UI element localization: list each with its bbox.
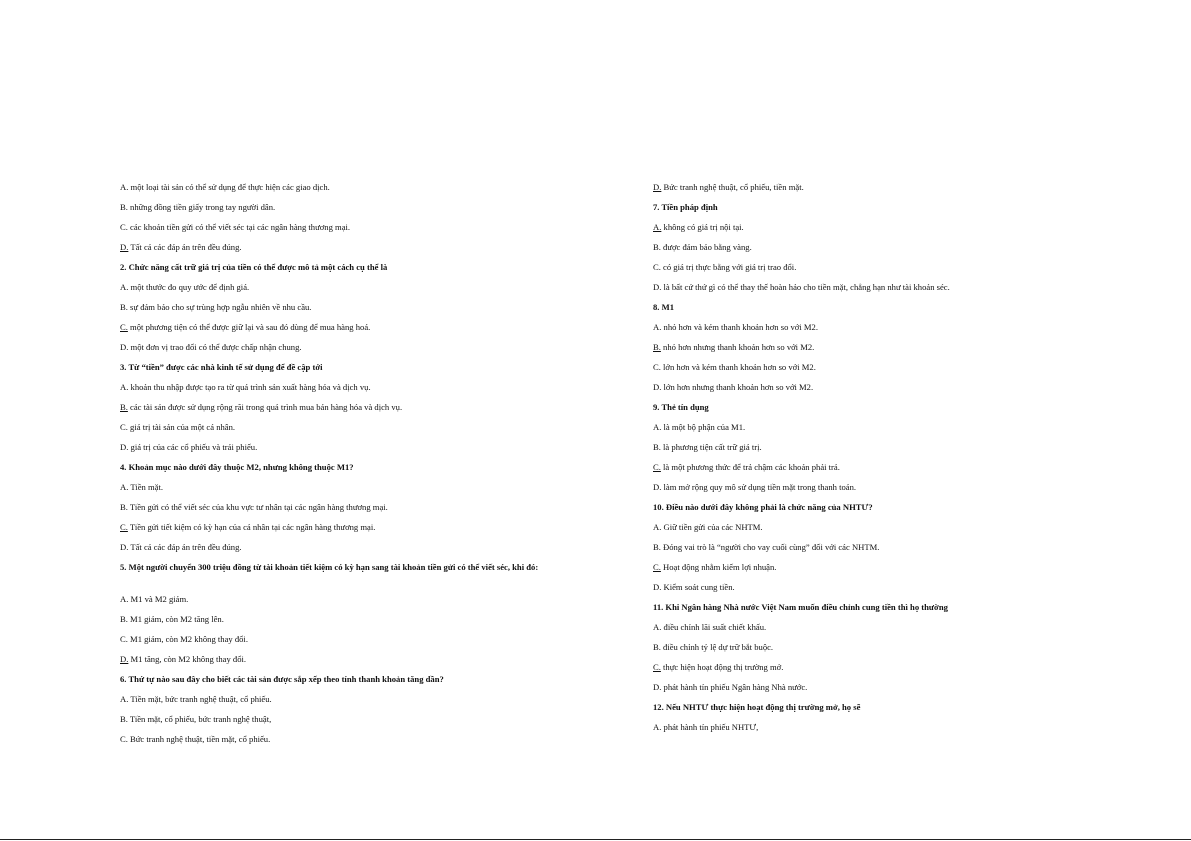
answer-text: Tất cả các đáp án trên đều đúng. bbox=[130, 242, 242, 252]
answer-text: Hoạt động nhằm kiếm lợi nhuận. bbox=[663, 562, 777, 572]
answer-label: A. bbox=[120, 282, 129, 292]
answer-text: khoản thu nhập được tạo ra từ quá trình sản xuất hàng hóa và dịch vụ. bbox=[130, 382, 371, 392]
answer-label-marked: D. bbox=[120, 242, 129, 252]
answer-option bbox=[653, 361, 1123, 381]
answer-option bbox=[653, 341, 1123, 361]
answer-option bbox=[653, 521, 1123, 541]
answer-text: Kiểm soát cung tiền. bbox=[663, 582, 735, 592]
answer-text: M1 và M2 giảm. bbox=[130, 594, 189, 604]
answer-label: A. bbox=[120, 382, 129, 392]
answer-text: M1 giảm, còn M2 tăng lên. bbox=[130, 614, 224, 624]
answer-text: các khoản tiền gửi có thể viết séc tại các ngân hàng thương mại. bbox=[130, 222, 351, 232]
answer-option bbox=[120, 541, 550, 561]
answer-label-marked: A. bbox=[653, 222, 662, 232]
answer-option bbox=[120, 733, 550, 753]
answer-text: là phương tiện cất trữ giá trị. bbox=[663, 442, 762, 452]
answer-option bbox=[120, 441, 550, 461]
answer-label-marked: B. bbox=[653, 342, 661, 352]
answer-option bbox=[120, 321, 550, 341]
question-heading: 4. Khoản mục nào dưới đây thuộc M2, nhưng không thuộc M1? bbox=[120, 462, 354, 472]
answer-label: C. bbox=[653, 262, 661, 272]
question-heading: 8. M1 bbox=[653, 302, 675, 312]
answer-text: Tiền mặt, bức tranh nghệ thuật, cổ phiếu. bbox=[130, 694, 272, 704]
answer-option bbox=[120, 653, 550, 673]
answer-option bbox=[653, 281, 1123, 301]
answer-label: D. bbox=[653, 282, 662, 292]
answer-option bbox=[653, 641, 1123, 661]
answer-text: là một phương thức để trả chậm các khoản phải trả. bbox=[663, 462, 840, 472]
answer-option bbox=[653, 181, 1123, 201]
question-heading: 2. Chức năng cất trữ giá trị của tiền có thể được mô tả một cách cụ thể là bbox=[120, 262, 388, 272]
answer-option bbox=[653, 621, 1123, 641]
answer-text: phát hành tín phiếu Ngân hàng Nhà nước. bbox=[663, 682, 808, 692]
answer-label-marked: C. bbox=[653, 562, 661, 572]
answer-label: B. bbox=[653, 242, 661, 252]
answer-option bbox=[120, 301, 550, 321]
answer-text: có giá trị thực bằng với giá trị trao đổi. bbox=[663, 262, 797, 272]
answer-option bbox=[653, 681, 1123, 701]
answer-label-marked: C. bbox=[653, 662, 661, 672]
answer-option bbox=[653, 381, 1123, 401]
question-heading: 6. Thứ tự nào sau đây cho biết các tài sản được sắp xếp theo tính thanh khoản tăng dần? bbox=[120, 674, 444, 684]
answer-text: lớn hơn và kém thanh khoản hơn so với M2. bbox=[663, 362, 816, 372]
answer-label-marked: C. bbox=[120, 522, 128, 532]
answer-text: Giữ tiền gửi của các NHTM. bbox=[663, 522, 763, 532]
answer-text: một phương tiện có thể được giữ lại và sau đó dùng để mua hàng hoá. bbox=[130, 322, 371, 332]
answer-option bbox=[120, 281, 550, 301]
answer-text: các tài sản được sử dụng rộng rãi trong quá trình mua bán hàng hóa và dịch vụ. bbox=[130, 402, 403, 412]
answer-label: A. bbox=[120, 182, 129, 192]
answer-label: B. bbox=[120, 302, 128, 312]
answer-label: C. bbox=[120, 222, 128, 232]
answer-text: lớn hơn nhưng thanh khoản hơn so với M2. bbox=[663, 382, 814, 392]
answer-label: B. bbox=[653, 442, 661, 452]
answer-option bbox=[120, 593, 550, 613]
answer-option bbox=[653, 241, 1123, 261]
answer-label: A. bbox=[653, 422, 662, 432]
answer-option bbox=[653, 321, 1123, 341]
answer-option bbox=[653, 581, 1123, 601]
answer-option bbox=[653, 221, 1123, 241]
answer-text: nhỏ hơn nhưng thanh khoản hơn so với M2. bbox=[663, 342, 815, 352]
answer-label-marked: D. bbox=[653, 182, 662, 192]
answer-text: được đảm bảo bằng vàng. bbox=[663, 242, 752, 252]
answer-option bbox=[120, 613, 550, 633]
answer-label: A. bbox=[120, 594, 129, 604]
left-column bbox=[120, 181, 550, 753]
question-heading: 12. Nếu NHTƯ thực hiện hoạt động thị trường mở, họ sẽ bbox=[653, 702, 861, 712]
answer-option bbox=[653, 421, 1123, 441]
answer-text: Tiền mặt. bbox=[130, 482, 163, 492]
answer-text: là một bộ phận của M1. bbox=[663, 422, 746, 432]
answer-option bbox=[653, 561, 1123, 581]
right-column bbox=[653, 181, 1123, 741]
answer-option bbox=[653, 441, 1123, 461]
answer-text: là bất cứ thứ gì có thể thay thế hoàn hảo cho tiền mặt, chẳng hạn như tài khoản séc. bbox=[663, 282, 950, 292]
answer-option bbox=[653, 721, 1123, 741]
answer-text: Tiền gửi tiết kiệm có kỳ hạn của cá nhân tại các ngân hàng thương mại. bbox=[129, 522, 376, 532]
answer-option bbox=[120, 201, 550, 221]
answer-text: Bức tranh nghệ thuật, cổ phiếu, tiền mặt. bbox=[663, 182, 804, 192]
answer-label-marked: C. bbox=[653, 462, 661, 472]
question-heading: 10. Điều nào dưới đây không phải là chức năng của NHTƯ? bbox=[653, 502, 873, 512]
answer-label: C. bbox=[653, 362, 661, 372]
answer-option bbox=[120, 713, 550, 733]
answer-text: Tiền gửi có thể viết séc của khu vực tư nhân tại các ngân hàng thương mại. bbox=[129, 502, 388, 512]
answer-text: một thước đo quy ước để định giá. bbox=[130, 282, 250, 292]
answer-text: M1 tăng, còn M2 không thay đổi. bbox=[130, 654, 247, 664]
answer-label: B. bbox=[120, 502, 128, 512]
answer-text: giá trị tài sản của một cá nhân. bbox=[130, 422, 236, 432]
answer-option bbox=[120, 421, 550, 441]
answer-label: A. bbox=[120, 482, 129, 492]
answer-option bbox=[120, 381, 550, 401]
answer-label-marked: D. bbox=[120, 654, 129, 664]
answer-text: điều chỉnh tỷ lệ dự trữ bắt buộc. bbox=[663, 642, 774, 652]
answer-text: những đồng tiền giấy trong tay người dân. bbox=[130, 202, 276, 212]
answer-text: phát hành tín phiếu NHTƯ, bbox=[663, 722, 759, 732]
question-heading: 5. Một người chuyển 300 triệu đồng từ tài khoản tiết kiệm có kỳ hạn sang tài khoản tiền gửi có thể viết séc, khi đó: bbox=[120, 562, 539, 572]
answer-option bbox=[120, 401, 550, 421]
answer-option bbox=[653, 481, 1123, 501]
answer-label: C. bbox=[120, 422, 128, 432]
answer-text: Tiền mặt, cổ phiếu, bức tranh nghệ thuật, bbox=[129, 714, 272, 724]
answer-option bbox=[120, 521, 550, 541]
answer-option bbox=[653, 541, 1123, 561]
answer-label: D. bbox=[653, 582, 662, 592]
answer-text: Đóng vai trò là “người cho vay cuối cùng” đối với các NHTM. bbox=[663, 542, 880, 552]
answer-option bbox=[653, 661, 1123, 681]
answer-text: Bức tranh nghệ thuật, tiền mặt, cổ phiếu. bbox=[130, 734, 271, 744]
answer-text: Tất cả các đáp án trên đều đúng. bbox=[130, 542, 242, 552]
answer-text: nhỏ hơn và kém thanh khoản hơn so với M2. bbox=[663, 322, 818, 332]
answer-label-marked: B. bbox=[120, 402, 128, 412]
answer-label: D. bbox=[653, 382, 662, 392]
answer-label: A. bbox=[653, 622, 662, 632]
answer-label: A. bbox=[653, 722, 662, 732]
answer-option bbox=[120, 693, 550, 713]
answer-text: sự đảm bảo cho sự trùng hợp ngẫu nhiên về nhu cầu. bbox=[130, 302, 312, 312]
answer-label: C. bbox=[120, 634, 128, 644]
answer-option bbox=[653, 461, 1123, 481]
answer-text: điều chỉnh lãi suất chiết khấu. bbox=[663, 622, 767, 632]
answer-text: giá trị của các cổ phiếu và trái phiếu. bbox=[130, 442, 258, 452]
bottom-divider bbox=[0, 839, 1191, 840]
question-heading: 11. Khi Ngân hàng Nhà nước Việt Nam muốn điều chỉnh cung tiền thì họ thường bbox=[653, 602, 948, 612]
answer-label: C. bbox=[120, 734, 128, 744]
answer-label: B. bbox=[653, 542, 661, 552]
answer-label: D. bbox=[120, 342, 129, 352]
answer-option bbox=[120, 241, 550, 261]
answer-text: làm mở rộng quy mô sử dụng tiền mặt trong thanh toán. bbox=[663, 482, 857, 492]
answer-text: M1 giảm, còn M2 không thay đổi. bbox=[130, 634, 248, 644]
answer-label: A. bbox=[653, 322, 662, 332]
answer-text: một loại tài sản có thể sử dụng để thực hiện các giao dịch. bbox=[130, 182, 330, 192]
answer-option bbox=[120, 181, 550, 201]
answer-label: D. bbox=[653, 682, 662, 692]
answer-option bbox=[120, 221, 550, 241]
answer-label: B. bbox=[120, 202, 128, 212]
answer-label-marked: C. bbox=[120, 322, 128, 332]
answer-option bbox=[120, 501, 550, 521]
answer-label: B. bbox=[120, 614, 128, 624]
answer-option bbox=[120, 341, 550, 361]
answer-text: không có giá trị nội tại. bbox=[663, 222, 744, 232]
answer-label: B. bbox=[653, 642, 661, 652]
answer-label: B. bbox=[120, 714, 128, 724]
answer-label: D. bbox=[120, 542, 129, 552]
answer-label: A. bbox=[120, 694, 129, 704]
answer-option bbox=[120, 633, 550, 653]
question-heading: 3. Từ “tiền” được các nhà kinh tế sử dụng để đề cập tới bbox=[120, 362, 323, 372]
answer-text: một đơn vị trao đổi có thể được chấp nhận chung. bbox=[130, 342, 302, 352]
question-heading: 9. Thẻ tín dụng bbox=[653, 402, 709, 412]
answer-text: thực hiện hoạt động thị trường mở. bbox=[663, 662, 784, 672]
answer-option bbox=[653, 261, 1123, 281]
answer-label: D. bbox=[120, 442, 129, 452]
answer-label: A. bbox=[653, 522, 662, 532]
question-heading: 7. Tiền pháp định bbox=[653, 202, 718, 212]
answer-option bbox=[120, 481, 550, 501]
answer-label: D. bbox=[653, 482, 662, 492]
